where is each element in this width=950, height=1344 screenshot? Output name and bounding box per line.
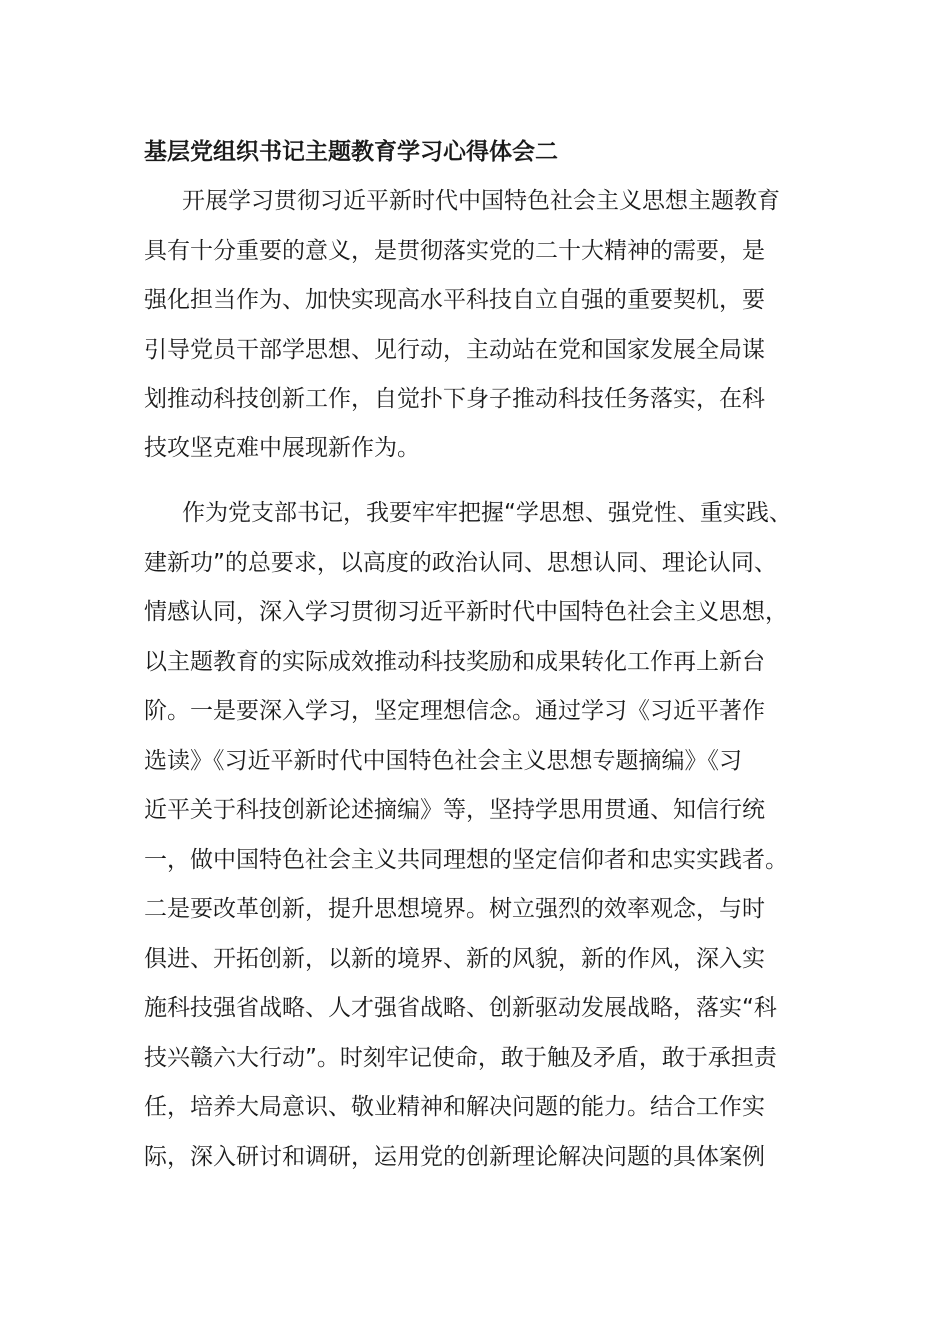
- paragraph-2-line-9: 二是要改革创新，提升思想境界。树立强烈的效率观念，与时: [144, 896, 765, 922]
- paragraph-1-line-2: 具有十分重要的意义，是贯彻落实党的二十大精神的需要，是: [144, 238, 765, 264]
- paragraph-1-line-6: 技攻坚克难中展现新作为。: [144, 435, 420, 461]
- paragraph-2-line-4: 以主题教育的实际成效推动科技奖励和成果转化工作再上新台: [144, 649, 765, 675]
- paragraph-2-line-7: 近平关于科技创新论述摘编》等，坚持学思用贯通、知信行统: [144, 797, 765, 823]
- document-title: 基层党组织书记主题教育学习心得体会二: [144, 139, 558, 165]
- paragraph-1-line-3: 强化担当作为、加快实现高水平科技自立自强的重要契机，要: [144, 287, 765, 313]
- paragraph-2-line-6: 选读》《习近平新时代中国特色社会主义思想专题摘编》《习: [144, 748, 742, 774]
- paragraph-2-line-10: 俱进、开拓创新，以新的境界、新的风貌，新的作风，深入实: [144, 946, 765, 972]
- paragraph-1-line-1: 开展学习贯彻习近平新时代中国特色社会主义思想主题教育: [182, 188, 780, 214]
- paragraph-2-line-8: 一，做中国特色社会主义共同理想的坚定信仰者和忠实实践者。: [144, 847, 788, 873]
- paragraph-2-line-13: 任，培养大局意识、敬业精神和解决问题的能力。结合工作实: [144, 1094, 765, 1120]
- paragraph-1-line-4: 引导党员干部学思想、见行动，主动站在党和国家发展全局谋: [144, 337, 765, 363]
- paragraph-1-line-5: 划推动科技创新工作，自觉扑下身子推动科技任务落实，在科: [144, 386, 765, 412]
- paragraph-2-line-5: 阶。一是要深入学习，坚定理想信念。通过学习《习近平著作: [144, 698, 765, 724]
- paragraph-2-line-2: 建新功”的总要求，以高度的政治认同、思想认同、理论认同、: [144, 550, 777, 576]
- paragraph-2-line-3: 情感认同，深入学习贯彻习近平新时代中国特色社会主义思想，: [144, 599, 788, 625]
- paragraph-2-line-11: 施科技强省战略、人才强省战略、创新驱动发展战略，落实“科: [144, 995, 777, 1021]
- paragraph-2-line-1: 作为党支部书记，我要牢牢把握“学思想、强党性、重实践、: [182, 500, 792, 526]
- paragraph-2-line-12: 技兴赣六大行动”。时刻牢记使命，敢于触及矛盾，敢于承担责: [144, 1045, 777, 1071]
- paragraph-2-line-14: 际，深入研讨和调研，运用党的创新理论解决问题的具体案例: [144, 1144, 765, 1170]
